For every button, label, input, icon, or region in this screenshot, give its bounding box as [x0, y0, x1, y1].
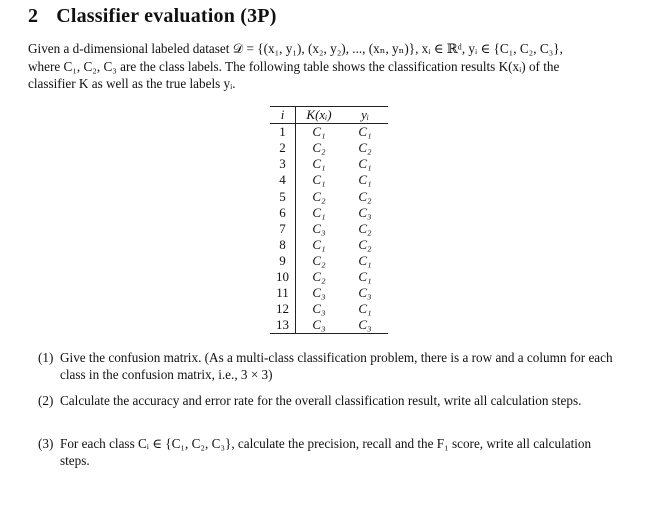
predicted-label: C₁ — [312, 204, 326, 220]
true-label: C₂ — [358, 140, 372, 156]
question-number: (2) — [38, 393, 54, 408]
predicted-label: C₁ — [312, 124, 326, 140]
table-row — [270, 221, 388, 237]
table-row — [270, 301, 388, 317]
table-row — [270, 172, 388, 188]
results-table — [270, 106, 388, 334]
row-index: 13 — [270, 317, 296, 334]
predicted-label: C₃ — [312, 301, 326, 317]
row-index: 7 — [270, 221, 296, 237]
row-index: 3 — [270, 156, 296, 172]
row-index: 5 — [270, 188, 296, 204]
row-index: 4 — [270, 172, 296, 188]
header-index: i — [270, 107, 296, 124]
true-label: C₁ — [358, 124, 372, 140]
true-label: C₂ — [358, 220, 372, 236]
table-row — [270, 253, 388, 269]
true-label: C₂ — [358, 188, 372, 204]
header-prediction: K(xᵢ) — [296, 107, 343, 124]
table-row — [270, 140, 388, 156]
question-number: (1) — [38, 350, 54, 365]
predicted-label: C₁ — [312, 156, 326, 172]
table-row — [270, 317, 388, 334]
true-label: C₁ — [358, 268, 372, 284]
predicted-label: C₁ — [312, 172, 326, 188]
row-index: 2 — [270, 140, 296, 156]
row-index: 10 — [270, 269, 296, 285]
section-title: Classifier evaluation (3P) — [56, 5, 277, 27]
true-label: C₁ — [358, 156, 372, 172]
question-number: (3) — [38, 436, 54, 451]
true-label: C₃ — [358, 204, 372, 220]
intro-line: where C₁, C₂, C₃ are the class labels. The following table shows the classification results K(xᵢ) of the — [28, 58, 560, 74]
row-index: 11 — [270, 285, 296, 301]
row-index: 12 — [270, 301, 296, 317]
intro-paragraph — [28, 40, 618, 93]
row-index: 8 — [270, 237, 296, 253]
predicted-label: C₃ — [312, 285, 326, 301]
section-number: 2 — [28, 5, 39, 27]
question-text: For each class Cᵢ ∈ {C₁, C₂, C₃}, calculate the precision, recall and the F₁ score, write all calculation steps. — [60, 436, 592, 468]
table-row — [270, 237, 388, 253]
question-2 — [38, 392, 613, 409]
table-row — [270, 269, 388, 285]
section-heading — [28, 5, 277, 28]
table-row — [270, 156, 388, 172]
true-label: C₁ — [358, 301, 372, 317]
row-index: 1 — [270, 124, 296, 141]
predicted-label: C₃ — [312, 220, 326, 236]
intro-line: Given a d-dimensional labeled dataset 𝒟 = {(x₁, y₁), (x₂, y₂), ..., (xₙ, yₙ)}, xᵢ ∈ ℝᵈ, yᵢ ∈ {C₁, C₂, C₃}, — [28, 41, 563, 56]
true-label: C₂ — [358, 236, 372, 252]
predicted-label: C₂ — [312, 140, 326, 156]
predicted-label: C₁ — [312, 236, 326, 252]
question-1 — [38, 349, 613, 383]
table-row — [270, 205, 388, 221]
predicted-label: C₂ — [312, 268, 326, 284]
predicted-label: C₂ — [312, 188, 326, 204]
table-row — [270, 188, 388, 204]
intro-line: classifier K as well as the true labels yᵢ. — [28, 76, 236, 91]
true-label: C₃ — [358, 285, 372, 301]
table-row — [270, 124, 388, 141]
true-label: C₁ — [358, 172, 372, 188]
true-label: C₃ — [358, 317, 372, 333]
true-label: C₁ — [358, 252, 372, 268]
header-true-label: yᵢ — [342, 107, 388, 124]
question-text: Give the confusion matrix. (As a multi-class classification problem, there is a row and a column for each class in the confusion matrix, i.e., 3 × 3) — [60, 350, 613, 382]
question-text: Calculate the accuracy and error rate for the overall classification result, write all calculation steps. — [60, 393, 582, 408]
predicted-label: C₂ — [312, 252, 326, 268]
question-3 — [38, 435, 613, 469]
table-row — [270, 285, 388, 301]
predicted-label: C₃ — [312, 317, 326, 333]
row-index: 9 — [270, 253, 296, 269]
row-index: 6 — [270, 205, 296, 221]
